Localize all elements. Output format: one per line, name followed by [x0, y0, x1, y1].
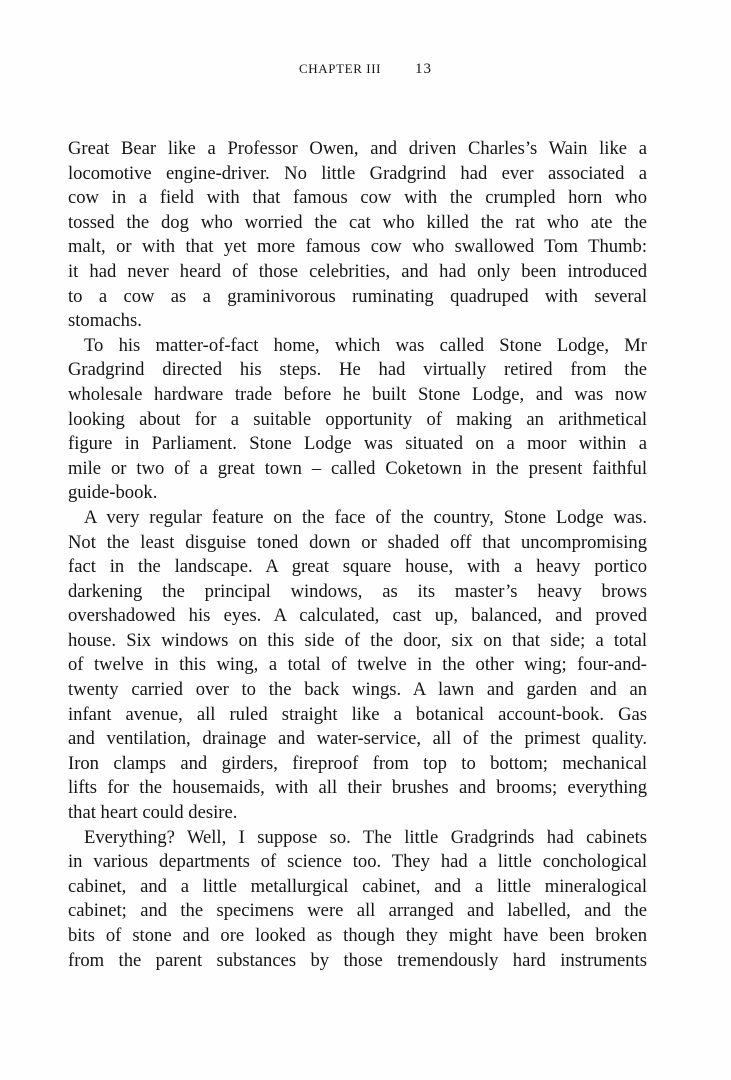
text-line: in various departments of science too. They had a little conchological — [68, 851, 647, 873]
text-line: lifts for the housemaids, with all their brushes and brooms; everything — [68, 777, 647, 799]
text-line: house. Six windows on this side of the door, six on that side; a total — [68, 629, 647, 651]
text-line: stomachs. — [68, 310, 142, 332]
text-line: infant avenue, all ruled straight like a botanical account-book. Gas — [68, 703, 647, 725]
text-line: mile or two of a great town – called Coketown in the present faithful — [68, 457, 647, 479]
text-line: figure in Parliament. Stone Lodge was situated on a moor within a — [68, 433, 647, 455]
text-line: cabinet; and the specimens were all arranged and labelled, and the — [68, 900, 647, 922]
paragraph-4 — [68, 826, 647, 974]
chapter-heading: CHAPTER III — [299, 61, 382, 76]
text-line: and ventilation, drainage and water-service, all of the primest quality. — [68, 728, 647, 750]
paragraph-2 — [68, 334, 647, 506]
text-line: Everything? Well, I suppose so. The little Gradgrinds had cabinets — [84, 826, 647, 848]
text-line: that heart could desire. — [68, 802, 238, 824]
page-number: 13 — [414, 61, 432, 77]
text-line: tossed the dog who worried the cat who killed the rat who ate the — [68, 211, 647, 233]
text-line: Great Bear like a Professor Owen, and driven Charles’s Wain like a — [68, 138, 647, 159]
text-line: malt, or with that yet more famous cow who swallowed Tom Thumb: — [68, 236, 647, 258]
text-line: locomotive engine-driver. No little Gradgrind had ever associated a — [68, 162, 647, 184]
text-line: bits of stone and ore looked as though they might have been broken — [68, 925, 647, 946]
text-line: guide-book. — [68, 482, 158, 504]
text-line: A very regular feature on the face of the country, Stone Lodge was. — [84, 506, 647, 528]
running-head — [0, 60, 731, 78]
paragraph-3 — [68, 506, 647, 826]
text-line: from the parent substances by those tremendously hard instruments — [68, 949, 647, 971]
text-line: it had never heard of those celebrities, and had only been introduced — [68, 260, 647, 282]
text-line: Not the least disguise toned down or shaded off that uncompromising — [68, 531, 647, 553]
text-line: cow in a field with that famous cow with the crumpled horn who — [68, 187, 647, 209]
text-line: wholesale hardware trade before he built Stone Lodge, and was now — [68, 383, 647, 405]
text-line: darkening the principal windows, as its master’s heavy brows — [68, 580, 647, 602]
text-line: To his matter-of-fact home, which was called Stone Lodge, Mr — [84, 334, 647, 356]
body-text — [68, 137, 647, 973]
text-line: looking about for a suitable opportunity of making an arithmetical — [68, 408, 647, 430]
text-line: Iron clamps and girders, fireproof from top to bottom; mechanical — [68, 752, 647, 774]
text-line: of twelve in this wing, a total of twelve in the other wing; four-and- — [68, 654, 647, 676]
text-line: cabinet, and a little metallurgical cabinet, and a little mineralogical — [68, 875, 647, 897]
text-line: to a cow as a graminivorous ruminating quadruped with several — [68, 285, 647, 307]
text-line: fact in the landscape. A great square house, with a heavy portico — [68, 556, 647, 578]
text-line: overshadowed his eyes. A calculated, cast up, balanced, and proved — [68, 605, 647, 627]
text-line: Gradgrind directed his steps. He had virtually retired from the — [68, 359, 647, 381]
paragraph-1 — [68, 137, 647, 334]
text-line: twenty carried over to the back wings. A lawn and garden and an — [68, 679, 647, 701]
